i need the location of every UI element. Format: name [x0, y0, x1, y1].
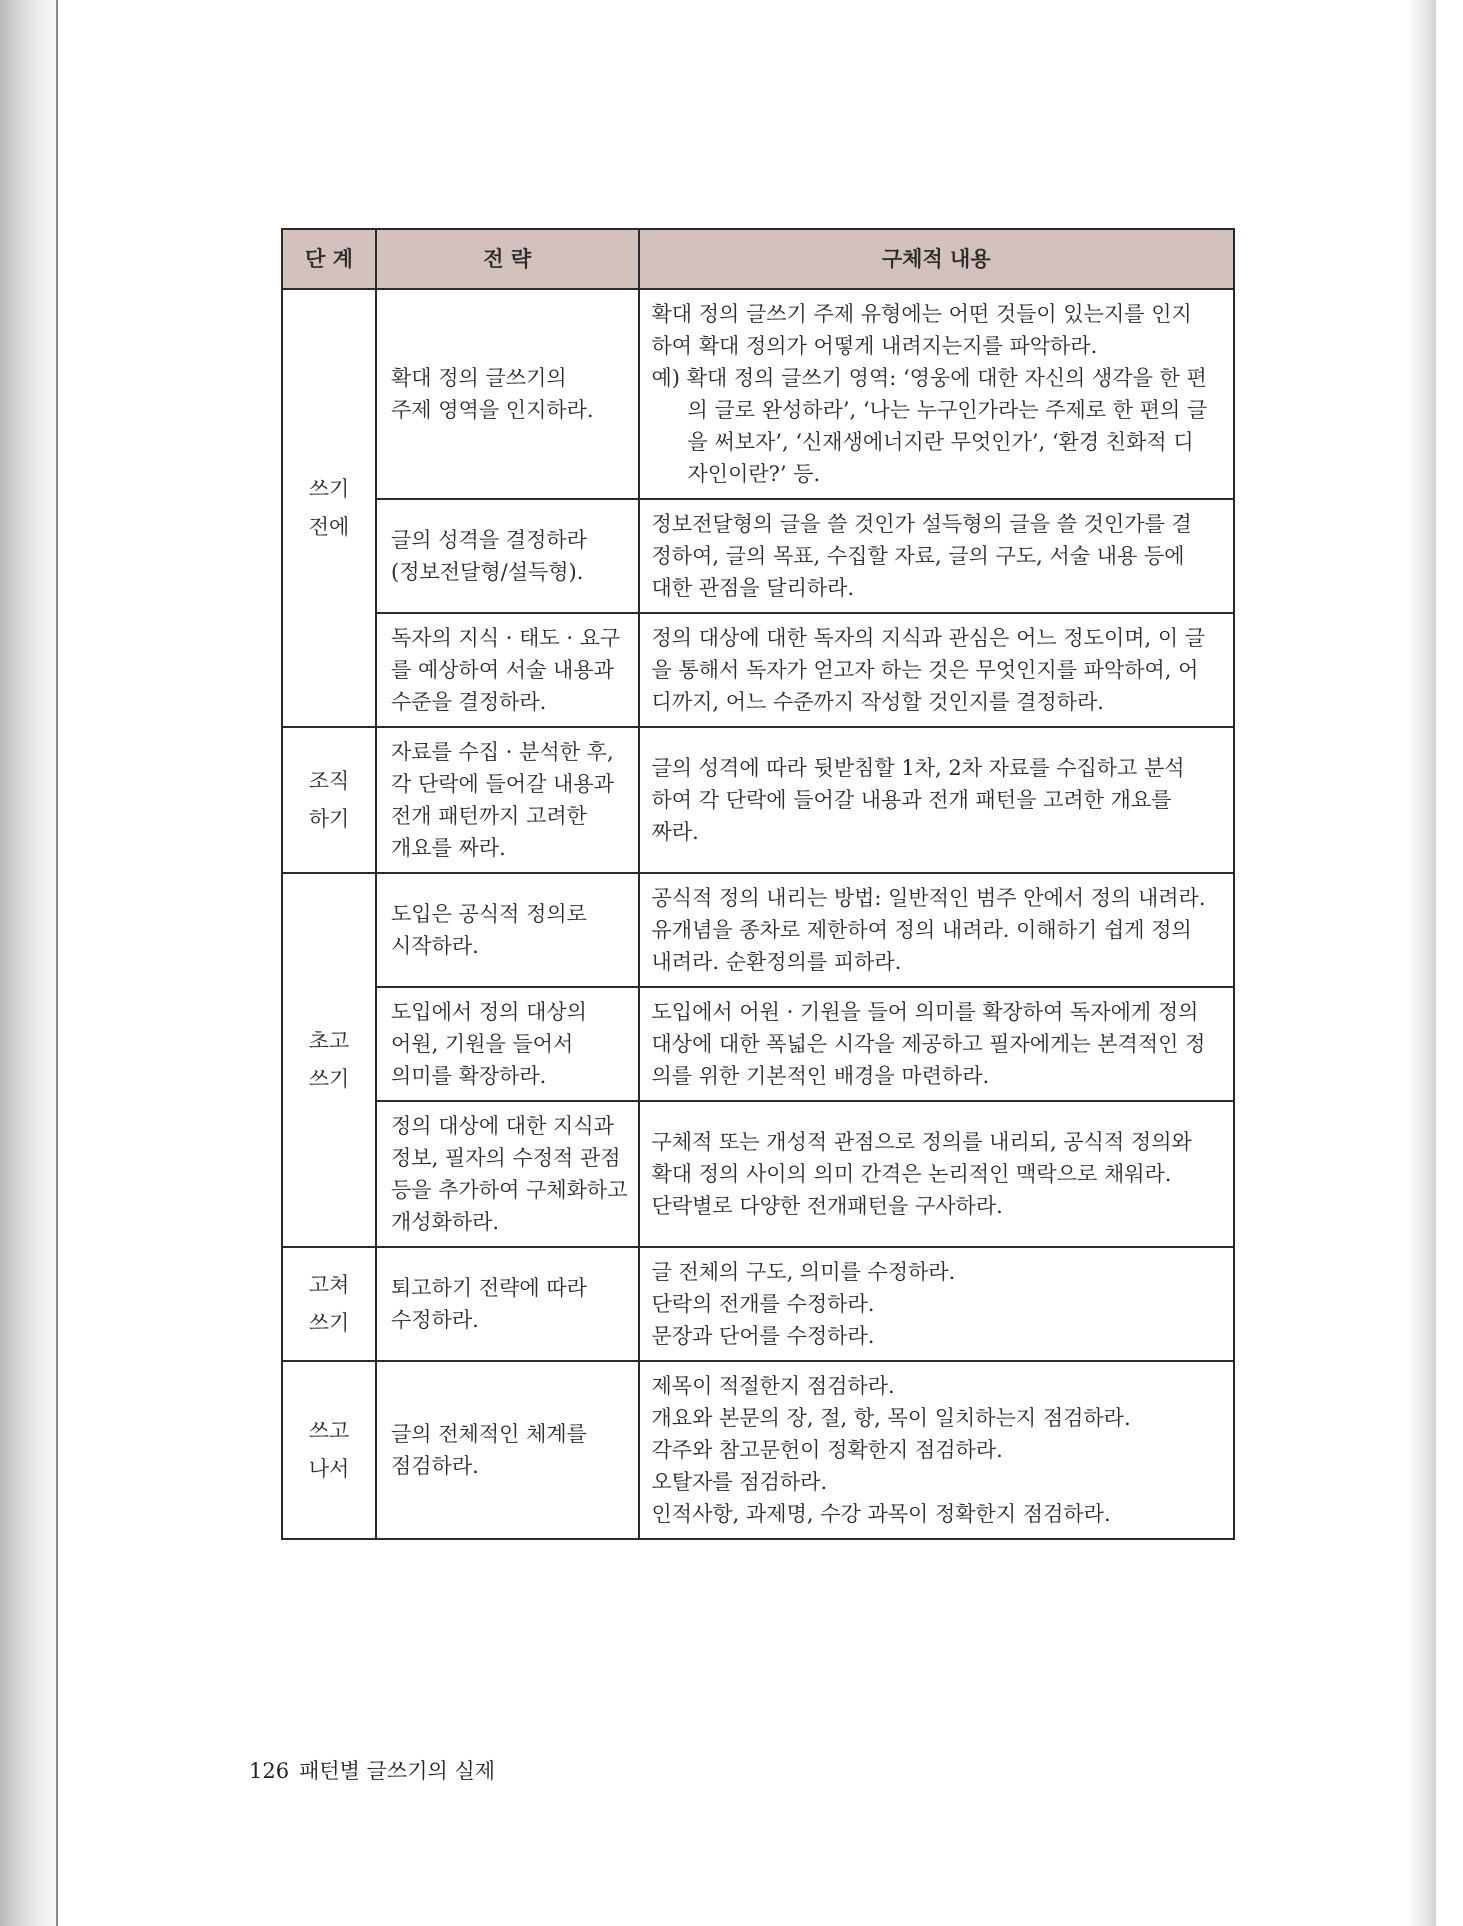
page-edge-shadow: [1406, 0, 1436, 1926]
detail-line: 짜라.: [651, 820, 699, 844]
details-cell: [639, 1247, 1235, 1361]
strategy-line: 수정하라.: [391, 1308, 479, 1332]
table-body: [282, 289, 1234, 1539]
strategy-line: 정의 대상에 대한 지식과: [391, 1114, 614, 1138]
strategy-cell: [376, 289, 639, 499]
stage-label-line: 쓰기: [308, 1067, 350, 1091]
detail-line: 의 글로 완성하라’, ‘나는 누구인가라는 주제로 한 편의 글: [687, 398, 1208, 422]
header-stage: 단 계: [282, 229, 376, 289]
strategy-cell: [376, 613, 639, 727]
book-title: 패턴별 글쓰기의 실제: [299, 1759, 496, 1783]
strategy-cell: [376, 727, 639, 873]
strategy-line: 각 단락에 들어갈 내용과: [391, 772, 614, 796]
strategy-line: 글의 전체적인 체계를: [391, 1422, 587, 1446]
strategy-line: 독자의 지식 · 태도 · 요구: [391, 626, 621, 650]
stage-label-line: 조직: [308, 769, 350, 793]
strategy-cell: [376, 987, 639, 1101]
detail-line: 공식적 정의 내리는 방법: 일반적인 범주 안에서 정의 내려라.: [651, 886, 1206, 910]
stage-cell: [282, 873, 376, 1247]
detail-line: 을 써보자’, ‘신재생에너지란 무엇인가’, ‘환경 친화적 디: [687, 430, 1194, 454]
stage-label-line: 쓰기: [308, 477, 350, 501]
detail-line: 글의 성격에 따라 뒷받침할 1차, 2차 자료를 수집하고 분석: [651, 756, 1185, 780]
strategy-line: 수준을 결정하라.: [391, 690, 547, 714]
strategy-line: (정보전달형/설득형).: [391, 560, 584, 584]
table-row: [282, 987, 1234, 1101]
strategy-cell: [376, 1101, 639, 1247]
detail-line: 인적사항, 과제명, 수강 과목이 정확한지 점검하라.: [651, 1502, 1111, 1526]
stage-label-line: 전에: [308, 515, 350, 539]
strategy-line: 정보, 필자의 수정적 관점: [391, 1146, 621, 1170]
strategy-cell: [376, 499, 639, 613]
details-cell: [639, 499, 1235, 613]
details-cell: [639, 1101, 1235, 1247]
stage-label-line: 쓰고: [308, 1419, 350, 1443]
detail-line: 확대 정의 사이의 의미 간격은 논리적인 맥락으로 채워라.: [651, 1162, 1172, 1186]
strategy-line: 개요를 짜라.: [391, 836, 506, 860]
stage-cell: [282, 727, 376, 873]
strategy-line: 확대 정의 글쓰기의: [391, 366, 567, 390]
strategy-line: 전개 패턴까지 고려한: [391, 804, 587, 828]
strategy-line: 의미를 확장하라.: [391, 1064, 547, 1088]
detail-line: 글 전체의 구도, 의미를 수정하라.: [651, 1260, 956, 1284]
strategy-line: 어원, 기원을 들어서: [391, 1032, 574, 1056]
header-details: 구체적 내용: [639, 229, 1235, 289]
detail-line: 내려라. 순환정의를 피하라.: [651, 950, 902, 974]
stage-label-line: 하기: [308, 807, 350, 831]
table-row: [282, 1361, 1234, 1539]
table-row: [282, 613, 1234, 727]
book-spine: [0, 0, 58, 1926]
detail-line: 확대 정의 글쓰기 주제 유형에는 어떤 것들이 있는지를 인지: [651, 302, 1192, 326]
strategy-line: 글의 성격을 결정하라: [391, 528, 587, 552]
stage-cell: [282, 1361, 376, 1539]
details-cell: [639, 873, 1235, 987]
detail-line: 대한 관점을 달리하라.: [651, 576, 855, 600]
header-strategy: 전 략: [376, 229, 639, 289]
detail-line: 단락별로 다양한 전개패턴을 구사하라.: [651, 1194, 1003, 1218]
detail-line: 오탈자를 점검하라.: [651, 1470, 828, 1494]
writing-strategy-table: [281, 228, 1235, 1540]
strategy-line: 자료를 수집 · 분석한 후,: [391, 740, 614, 764]
stage-label-line: 초고: [308, 1029, 350, 1053]
table-row: [282, 873, 1234, 987]
stage-cell: [282, 289, 376, 727]
strategy-line: 도입에서 정의 대상의: [391, 1000, 587, 1024]
detail-line: 하여 각 단락에 들어갈 내용과 전개 패턴을 고려한 개요를: [651, 788, 1172, 812]
detail-line: 의를 위한 기본적인 배경을 마련하라.: [651, 1064, 990, 1088]
detail-line: 자인이란?’ 등.: [687, 462, 821, 486]
page-number: 126: [249, 1759, 290, 1783]
strategy-cell: [376, 873, 639, 987]
details-cell: [639, 987, 1235, 1101]
detail-line: 디까지, 어느 수준까지 작성할 것인지를 결정하라.: [651, 690, 1104, 714]
detail-line: 을 통해서 독자가 얻고자 하는 것은 무엇인지를 파악하여, 어: [651, 658, 1199, 682]
stage-label-line: 쓰기: [308, 1311, 350, 1335]
details-cell: [639, 289, 1235, 499]
detail-line: 제목이 적절한지 점검하라.: [651, 1374, 895, 1398]
detail-line: 정보전달형의 글을 쓸 것인가 설득형의 글을 쓸 것인가를 결: [651, 512, 1192, 536]
detail-line: 하여 확대 정의가 어떻게 내려지는지를 파악하라.: [651, 334, 1098, 358]
page-footer: [249, 1755, 505, 1785]
strategy-cell: [376, 1361, 639, 1539]
details-cell: [639, 1361, 1235, 1539]
detail-line: 단락의 전개를 수정하라.: [651, 1292, 875, 1316]
detail-line: 정의 대상에 대한 독자의 지식과 관심은 어느 정도이며, 이 글: [651, 626, 1206, 650]
stage-label-line: 고쳐: [308, 1273, 350, 1297]
strategy-line: 등을 추가하여 구체화하고: [391, 1178, 628, 1202]
detail-line: 대상에 대한 폭넓은 시각을 제공하고 필자에게는 본격적인 정: [651, 1032, 1206, 1056]
details-cell: [639, 613, 1235, 727]
detail-line: 정하여, 글의 목표, 수집할 자료, 글의 구도, 서술 내용 등에: [651, 544, 1185, 568]
detail-line: 각주와 참고문헌이 정확한지 점검하라.: [651, 1438, 1003, 1462]
detail-line: 구체적 또는 개성적 관점으로 정의를 내리되, 공식적 정의와: [651, 1130, 1192, 1154]
table-row: [282, 289, 1234, 499]
strategy-cell: [376, 1247, 639, 1361]
table-row: [282, 1247, 1234, 1361]
strategy-line: 도입은 공식적 정의로: [391, 902, 587, 926]
detail-line: 도입에서 어원 · 기원을 들어 의미를 확장하여 독자에게 정의: [651, 1000, 1199, 1024]
stage-label-line: 나서: [308, 1457, 350, 1481]
table-header-row: [282, 229, 1234, 289]
stage-cell: [282, 1247, 376, 1361]
detail-line: 개요와 본문의 장, 절, 항, 목이 일치하는지 점검하라.: [651, 1406, 1131, 1430]
table-row: [282, 727, 1234, 873]
table-row: [282, 1101, 1234, 1247]
strategy-line: 점검하라.: [391, 1454, 479, 1478]
strategy-line: 시작하라.: [391, 934, 479, 958]
detail-line: 예) 확대 정의 글쓰기 영역: ‘영웅에 대한 자신의 생각을 한 편: [651, 366, 1207, 390]
details-cell: [639, 727, 1235, 873]
strategy-line: 개성화하라.: [391, 1210, 500, 1234]
strategy-line: 퇴고하기 전략에 따라: [391, 1276, 587, 1300]
table-row: [282, 499, 1234, 613]
strategy-line: 주제 영역을 인지하라.: [391, 398, 594, 422]
detail-line: 유개념을 종차로 제한하여 정의 내려라. 이해하기 쉽게 정의: [651, 918, 1192, 942]
detail-line: 문장과 단어를 수정하라.: [651, 1324, 875, 1348]
strategy-line: 를 예상하여 서술 내용과: [391, 658, 614, 682]
